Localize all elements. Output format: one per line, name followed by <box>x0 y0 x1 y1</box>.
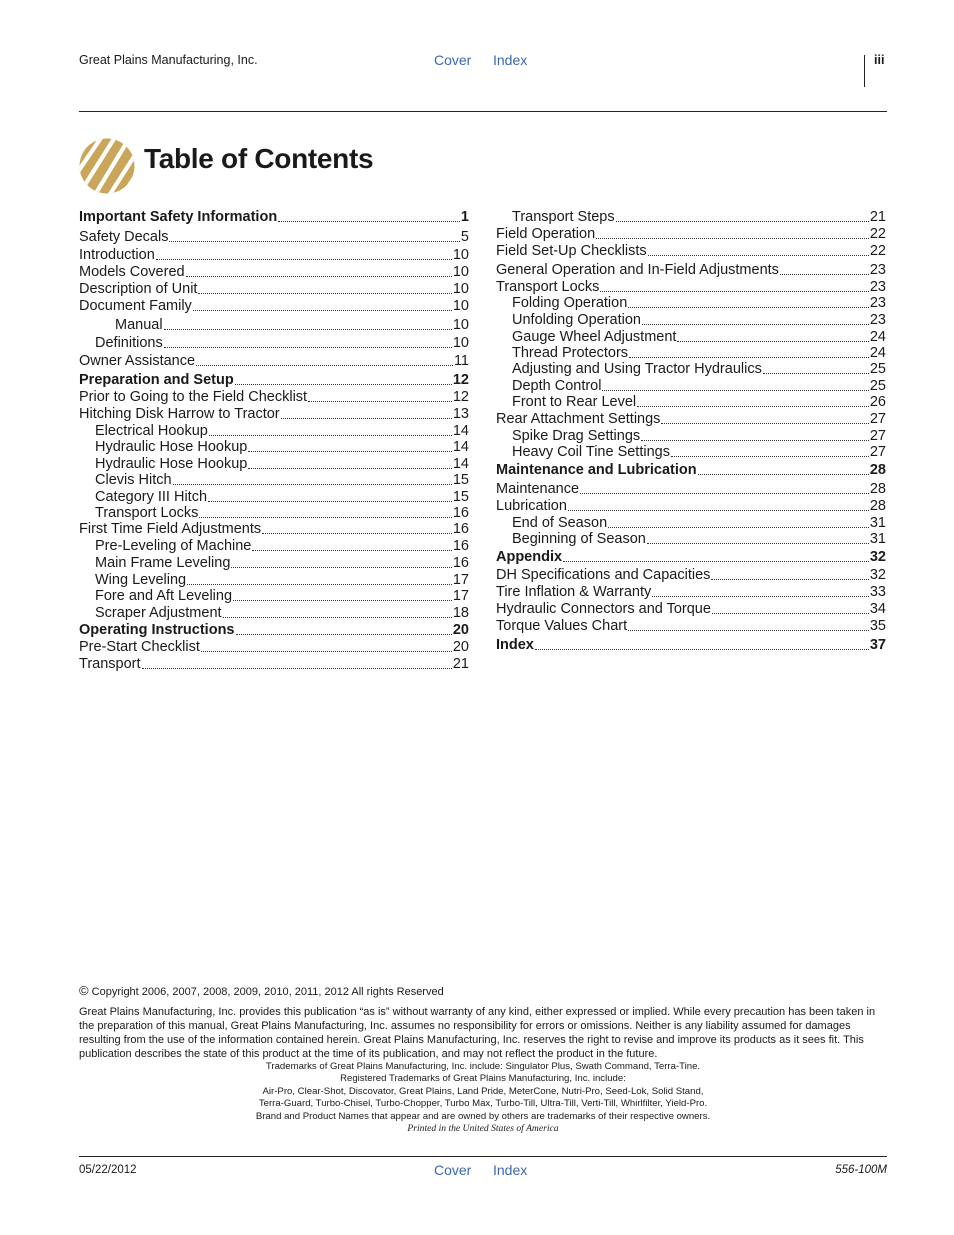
toc-entry-label: Pre-Leveling of Machine <box>95 538 252 554</box>
company-name: Great Plains Manufacturing, Inc. <box>79 53 258 67</box>
document-number: 556-100M <box>835 1164 887 1176</box>
toc-entry[interactable] <box>496 209 886 226</box>
toc-leader-dots <box>164 317 452 330</box>
toc-entry[interactable] <box>79 247 469 264</box>
toc-entry-label: Clevis Hitch <box>95 472 172 488</box>
toc-leader-dots <box>677 329 868 342</box>
toc-entry-label: Document Family <box>79 298 192 314</box>
toc-entry-page: 32 <box>869 549 886 565</box>
toc-leader-dots <box>248 456 452 469</box>
toc-entry-page: 24 <box>869 345 886 361</box>
toc-entry-label: Transport Steps <box>512 209 615 225</box>
toc-entry[interactable] <box>79 472 469 489</box>
toc-leader-dots <box>236 622 452 635</box>
toc-entry[interactable] <box>496 637 886 654</box>
toc-entry[interactable] <box>496 329 886 346</box>
toc-entry[interactable] <box>79 281 469 298</box>
toc-entry-page: 13 <box>452 406 469 422</box>
toc-entry-label: Pre-Start Checklist <box>79 639 200 655</box>
toc-leader-dots <box>199 505 451 518</box>
toc-leader-dots <box>198 281 451 294</box>
toc-leader-dots <box>652 584 869 597</box>
toc-entry-page: 35 <box>869 618 886 634</box>
toc-entry-label: Safety Decals <box>79 229 169 245</box>
toc-leader-dots <box>616 209 869 222</box>
toc-entry-label: Fore and Aft Leveling <box>95 588 233 604</box>
toc-entry[interactable] <box>79 353 469 370</box>
toc-entry-page: 1 <box>460 209 469 225</box>
toc-leader-dots <box>698 462 869 475</box>
toc-entry-page: 37 <box>869 637 886 653</box>
toc-entry[interactable] <box>79 538 469 555</box>
toc-entry-page: 28 <box>869 462 886 478</box>
toc-entry[interactable] <box>496 262 886 279</box>
toc-entry-page: 16 <box>452 555 469 571</box>
toc-entry[interactable] <box>79 639 469 656</box>
toc-entry-page: 33 <box>869 584 886 600</box>
toc-entry-label: Maintenance and Lubrication <box>496 462 697 478</box>
toc-entry-label: End of Season <box>512 515 608 531</box>
toc-entry-label: Rear Attachment Settings <box>496 411 661 427</box>
toc-entry[interactable] <box>496 243 886 260</box>
toc-entry-page: 26 <box>869 394 886 410</box>
printed-in: Printed in the United States of America <box>407 1123 559 1135</box>
toc-entry[interactable] <box>496 531 886 548</box>
toc-leader-dots <box>209 423 452 436</box>
toc-entry-page: 14 <box>452 423 469 439</box>
toc-entry-page: 14 <box>452 456 469 472</box>
toc-entry[interactable] <box>79 439 469 456</box>
toc-entry-label: Appendix <box>496 549 563 565</box>
toc-entry[interactable] <box>496 462 886 479</box>
toc-entry-label: Definitions <box>95 335 163 351</box>
toc-entry-label: First Time Field Adjustments <box>79 521 262 537</box>
toc-entry-page: 16 <box>452 538 469 554</box>
toc-leader-dots <box>780 262 869 275</box>
toc-entry-page: 28 <box>869 498 886 514</box>
cover-link[interactable]: Cover <box>434 52 472 68</box>
toc-entry-page: 28 <box>869 481 886 497</box>
toc-entry[interactable] <box>79 264 469 281</box>
toc-leader-dots <box>142 656 452 669</box>
toc-entry-page: 27 <box>869 411 886 427</box>
toc-entry[interactable] <box>79 656 469 673</box>
toc-entry-page: 25 <box>869 361 886 377</box>
toc-entry-label: Hydraulic Connectors and Torque <box>496 601 711 617</box>
page-title: Table of Contents <box>144 143 374 174</box>
toc-entry[interactable] <box>496 312 886 329</box>
toc-leader-dots <box>187 572 452 585</box>
toc-leader-dots <box>711 567 868 580</box>
trademarks-line: Terra-Guard, Turbo-Chisel, Turbo-Chopper, Turbo Max, Turbo-Till, Ultra-Till, Verti-Till, Whirlfilter, Yield-Pro. <box>258 1098 708 1110</box>
toc-entry-label: Manual <box>115 317 163 333</box>
toc-entry-label: Adjusting and Using Tractor Hydraulics <box>512 361 762 377</box>
toc-entry[interactable] <box>496 515 886 532</box>
toc-entry-label: Unfolding Operation <box>512 312 641 328</box>
great-plains-logo-icon <box>79 138 135 194</box>
toc-entry[interactable] <box>496 394 886 411</box>
toc-leader-dots <box>628 618 869 631</box>
toc-entry-page: 34 <box>869 601 886 617</box>
toc-entry-page: 10 <box>452 247 469 263</box>
toc-entry[interactable] <box>496 481 886 498</box>
toc-leader-dots <box>535 637 869 650</box>
toc-entry-label: Lubrication <box>496 498 567 514</box>
toc-entry-page: 32 <box>869 567 886 583</box>
toc-entry[interactable] <box>496 444 886 461</box>
toc-leader-dots <box>629 345 869 358</box>
toc-leader-dots <box>231 555 451 568</box>
toc-entry-label: Thread Protectors <box>512 345 629 361</box>
toc-entry-page: 14 <box>452 439 469 455</box>
toc-entry-page: 21 <box>452 656 469 672</box>
toc-entry[interactable] <box>496 601 886 618</box>
toc-entry-label: Operating Instructions <box>79 622 235 638</box>
toc-entry[interactable] <box>79 456 469 473</box>
toc-leader-dots <box>223 605 452 618</box>
toc-entry[interactable] <box>496 378 886 395</box>
footer-rule <box>79 1156 887 1157</box>
toc-entry[interactable] <box>79 555 469 572</box>
toc-entry-label: Field Set-Up Checklists <box>496 243 647 259</box>
toc-entry-label: Depth Control <box>512 378 602 394</box>
toc-entry-label: Hydraulic Hose Hookup <box>95 439 248 455</box>
toc-entry-label: DH Specifications and Capacities <box>496 567 711 583</box>
toc-entry-page: 22 <box>869 243 886 259</box>
toc-leader-dots <box>164 335 452 348</box>
toc-entry-page: 10 <box>452 317 469 333</box>
trademarks-line: Registered Trademarks of Great Plains Manufacturing, Inc. include: <box>340 1073 626 1085</box>
toc-entry-page: 20 <box>452 639 469 655</box>
toc-leader-dots <box>642 312 869 325</box>
toc-entry-label: Field Operation <box>496 226 596 242</box>
toc-entry[interactable] <box>496 226 886 243</box>
toc-entry-page: 31 <box>869 515 886 531</box>
toc-leader-dots <box>201 639 452 652</box>
toc-entry-page: 16 <box>452 505 469 521</box>
toc-entry-page: 24 <box>869 329 886 345</box>
toc-entry[interactable] <box>496 584 886 601</box>
footer-index-link[interactable]: Index <box>493 1162 528 1178</box>
toc-entry-page: 12 <box>452 389 469 405</box>
toc-entry-page: 25 <box>869 378 886 394</box>
toc-entry-page: 10 <box>452 281 469 297</box>
toc-leader-dots <box>763 361 869 374</box>
trademarks-line: Trademarks of Great Plains Manufacturing, Inc. include: Singulator Plus, Swath Command, Terra-Tine. <box>265 1061 701 1072</box>
toc-entry-label: Important Safety Information <box>79 209 278 225</box>
toc-leader-dots <box>278 209 460 222</box>
toc-leader-dots <box>568 498 869 511</box>
toc-leader-dots <box>235 372 452 385</box>
toc-entry-label: Transport Locks <box>95 505 199 521</box>
toc-entry-page: 12 <box>452 372 469 388</box>
toc-entry[interactable] <box>79 335 469 352</box>
toc-entry-page: 15 <box>452 472 469 488</box>
toc-entry-label: General Operation and In-Field Adjustments <box>496 262 779 278</box>
toc-leader-dots <box>647 531 869 544</box>
toc-leader-dots <box>637 394 869 407</box>
toc-leader-dots <box>596 226 869 239</box>
toc-entry-page: 17 <box>452 588 469 604</box>
toc-leader-dots <box>156 247 452 260</box>
toc-entry-page: 22 <box>869 226 886 242</box>
trademarks-line: Air-Pro, Clear-Shot, Discovator, Great Plains, Land Pride, MeterCone, Nutri-Pro, Seed-Lok, Solid Stand, <box>262 1085 704 1097</box>
toc-entry-label: Owner Assistance <box>79 353 196 369</box>
toc-entry[interactable] <box>496 279 886 296</box>
toc-entry-label: Front to Rear Level <box>512 394 637 410</box>
toc-leader-dots <box>563 549 869 562</box>
toc-entry[interactable] <box>79 489 469 506</box>
toc-leader-dots <box>648 243 869 256</box>
toc-leader-dots <box>193 298 452 311</box>
toc-entry-label: Wing Leveling <box>95 572 187 588</box>
toc-leader-dots <box>602 378 868 391</box>
toc-leader-dots <box>661 411 868 424</box>
toc-entry-label: Category III Hitch <box>95 489 208 505</box>
toc-entry-page: 10 <box>452 264 469 280</box>
page-number: iii <box>874 53 885 67</box>
toc-entry[interactable] <box>79 406 469 423</box>
footer-cover-link[interactable]: Cover <box>434 1162 472 1178</box>
toc-entry-page: 10 <box>452 335 469 351</box>
toc-leader-dots <box>262 521 452 534</box>
toc-entry[interactable] <box>496 361 886 378</box>
toc-entry[interactable] <box>79 521 469 538</box>
toc-entry-page: 31 <box>869 531 886 547</box>
toc-entry[interactable] <box>79 298 469 315</box>
toc-entry-label: Spike Drag Settings <box>512 428 641 444</box>
toc-entry-label: Main Frame Leveling <box>95 555 231 571</box>
toc-leader-dots <box>628 295 869 308</box>
toc-leader-dots <box>186 264 452 277</box>
toc-entry-label: Preparation and Setup <box>79 372 234 388</box>
toc-entry[interactable] <box>79 209 469 226</box>
toc-entry[interactable] <box>79 588 469 605</box>
header-divider <box>864 55 865 87</box>
toc-leader-dots <box>208 489 452 502</box>
toc-entry-page: 11 <box>453 353 469 369</box>
toc-entry-label: Electrical Hookup <box>95 423 208 439</box>
toc-entry-label: Scraper Adjustment <box>95 605 222 621</box>
toc-leader-dots <box>712 601 869 614</box>
toc-entry-page: 17 <box>452 572 469 588</box>
toc-entry[interactable] <box>496 567 886 584</box>
toc-leader-dots <box>308 389 452 402</box>
toc-entry[interactable] <box>496 411 886 428</box>
toc-entry-label: Maintenance <box>496 481 580 497</box>
toc-leader-dots <box>233 588 452 601</box>
toc-entry-page: 27 <box>869 444 886 460</box>
toc-entry-label: Index <box>496 637 534 653</box>
toc-entry[interactable] <box>79 505 469 522</box>
toc-entry-page: 27 <box>869 428 886 444</box>
toc-entry[interactable] <box>79 229 469 246</box>
toc-entry-label: Models Covered <box>79 264 185 280</box>
toc-entry[interactable] <box>496 498 886 515</box>
toc-entry[interactable] <box>496 295 886 312</box>
toc-entry-label: Prior to Going to the Field Checklist <box>79 389 308 405</box>
toc-entry[interactable] <box>79 372 469 389</box>
toc-entry-page: 18 <box>452 605 469 621</box>
toc-entry-label: Transport <box>79 656 141 672</box>
toc-entry-page: 15 <box>452 489 469 505</box>
toc-entry-label: Description of Unit <box>79 281 198 297</box>
toc-entry-page: 20 <box>452 622 469 638</box>
toc-entry[interactable] <box>79 622 469 639</box>
toc-leader-dots <box>671 444 869 457</box>
trademarks-block <box>79 1061 887 1135</box>
footer-date: 05/22/2012 <box>79 1164 137 1176</box>
toc-leader-dots <box>608 515 869 528</box>
toc-entry[interactable] <box>496 345 886 362</box>
disclaimer: Great Plains Manufacturing, Inc. provides this publication “as is” without warranty of any kind, either expressed or implied. While every precaution has been taken in the preparation of this manual, Great Plains Manufacturing, Inc. assumes no responsibility for errors or omissions. Neither is any liability assumed for damages resulting from the use of the information contained herein. Great Plains Manufacturing, Inc. reserves the right to revise and improve its products as it sees fit. This publication describes the state of this product at the time of its publication, and may not reflect the product in the future. <box>79 1006 876 1060</box>
toc-entry-label: Beginning of Season <box>512 531 646 547</box>
toc-leader-dots <box>252 538 451 551</box>
toc-entry-label: Torque Values Chart <box>496 618 628 634</box>
toc-entry-label: Hydraulic Hose Hookup <box>95 456 248 472</box>
toc-entry-label: Folding Operation <box>512 295 628 311</box>
toc-entry-page: 23 <box>869 279 886 295</box>
copyright <box>79 984 887 999</box>
toc-leader-dots <box>248 439 452 452</box>
toc-entry-label: Hitching Disk Harrow to Tractor <box>79 406 280 422</box>
copyright-symbol: © <box>79 983 89 998</box>
toc-entry-page: 10 <box>452 298 469 314</box>
toc-entry[interactable] <box>496 549 886 566</box>
toc-entry-label: Introduction <box>79 247 155 263</box>
toc-entry[interactable] <box>496 428 886 445</box>
toc-leader-dots <box>580 481 869 494</box>
toc-entry[interactable] <box>496 618 886 635</box>
toc-entry-page: 23 <box>869 312 886 328</box>
toc-leader-dots <box>641 428 869 441</box>
toc-entry[interactable] <box>79 389 469 406</box>
toc-entry-page: 5 <box>460 229 469 245</box>
toc-leader-dots <box>173 472 452 485</box>
trademarks-line: Brand and Product Names that appear and are owned by others are trademarks of their respective owners. <box>255 1110 711 1122</box>
header-rule <box>79 111 887 112</box>
copyright-text: Copyright 2006, 2007, 2008, 2009, 2010, 2011, 2012 All rights Reserved <box>91 986 444 998</box>
toc-entry-page: 21 <box>869 209 886 225</box>
toc-entry[interactable] <box>79 317 469 334</box>
toc-leader-dots <box>169 229 459 242</box>
toc-entry[interactable] <box>79 572 469 589</box>
toc-entry-label: Heavy Coil Tine Settings <box>512 444 670 460</box>
toc-entry-label: Gauge Wheel Adjustment <box>512 329 677 345</box>
index-link[interactable]: Index <box>493 52 528 68</box>
toc-entry[interactable] <box>79 605 469 622</box>
toc-leader-dots <box>196 353 453 366</box>
toc-entry-page: 23 <box>869 295 886 311</box>
toc-leader-dots <box>281 406 452 419</box>
toc-entry-label: Tire Inflation & Warranty <box>496 584 652 600</box>
toc-entry-page: 23 <box>869 262 886 278</box>
toc-leader-dots <box>600 279 868 292</box>
toc-entry[interactable] <box>79 423 469 440</box>
toc-entry-label: Transport Locks <box>496 279 600 295</box>
toc-entry-page: 16 <box>452 521 469 537</box>
